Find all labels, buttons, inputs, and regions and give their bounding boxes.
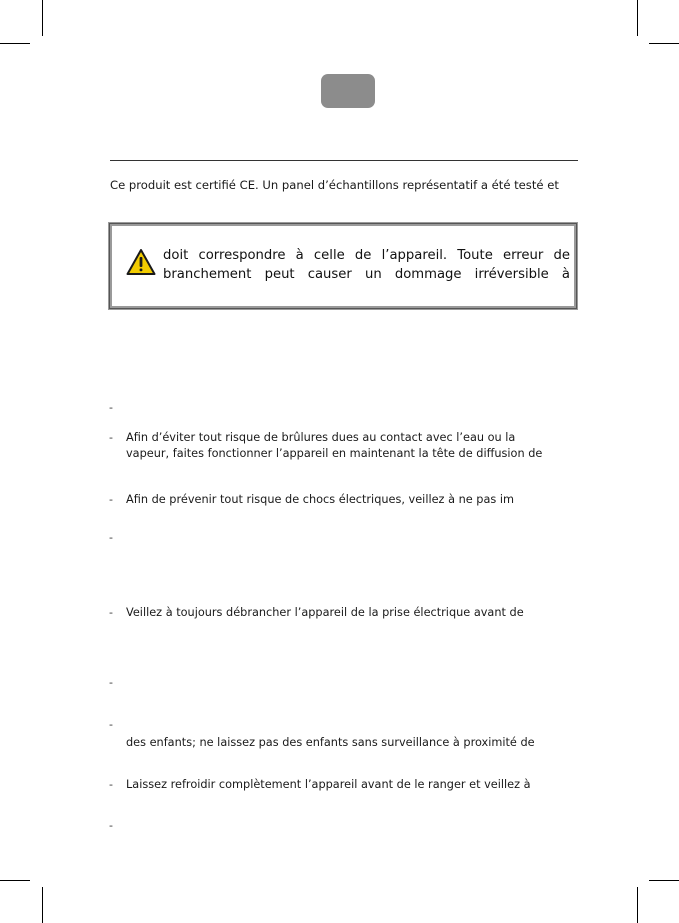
list-item-text: Afin de prévenir tout risque de chocs électriques, veillez à ne pas im — [126, 493, 514, 506]
warning-text — [163, 246, 570, 284]
crop-mark — [0, 880, 30, 881]
crop-mark — [637, 887, 638, 923]
list-item-text: des enfants; ne laissez pas des enfants sans surveillance à proximité de — [126, 736, 535, 749]
list-dash: - — [109, 676, 113, 689]
page-tab — [321, 74, 375, 108]
intro-paragraph: Ce produit est certifié CE. Un panel d’échantillons représentatif a été testé et — [110, 178, 559, 192]
list-item — [0, 400, 113, 416]
list-dash: - — [109, 819, 113, 832]
list-dash: - — [109, 431, 113, 444]
list-dash: - — [109, 778, 113, 791]
warning-line: doit correspondre à celle de l’appareil. Toute erreur de — [163, 248, 570, 263]
list-item-text: Afin d’éviter tout risque de brûlures dues au contact avec l’eau ou la — [126, 431, 516, 444]
crop-mark — [0, 43, 30, 44]
crop-mark — [649, 43, 679, 44]
warning-line: branchement peut causer un dommage irréversible à — [163, 267, 570, 282]
list-dash: - — [109, 493, 113, 506]
list-item-text: vapeur, faites fonctionner l’appareil en maintenant la tête de diffusion de — [126, 447, 543, 460]
crop-mark — [42, 0, 43, 36]
list-dash: - — [109, 401, 113, 414]
list-dash: - — [109, 531, 113, 544]
list-item-text: Laissez refroidir complètement l’appareil avant de le ranger et veillez à — [126, 778, 531, 791]
crop-mark — [649, 880, 679, 881]
list-dash: - — [109, 718, 113, 731]
crop-mark — [637, 0, 638, 36]
list-dash: - — [109, 606, 113, 619]
crop-mark — [42, 887, 43, 923]
section-divider — [110, 160, 578, 161]
list-item-text: Veillez à toujours débrancher l’appareil de la prise électrique avant de — [126, 606, 524, 619]
warning-box — [108, 222, 578, 310]
warning-triangle-icon — [126, 248, 156, 276]
